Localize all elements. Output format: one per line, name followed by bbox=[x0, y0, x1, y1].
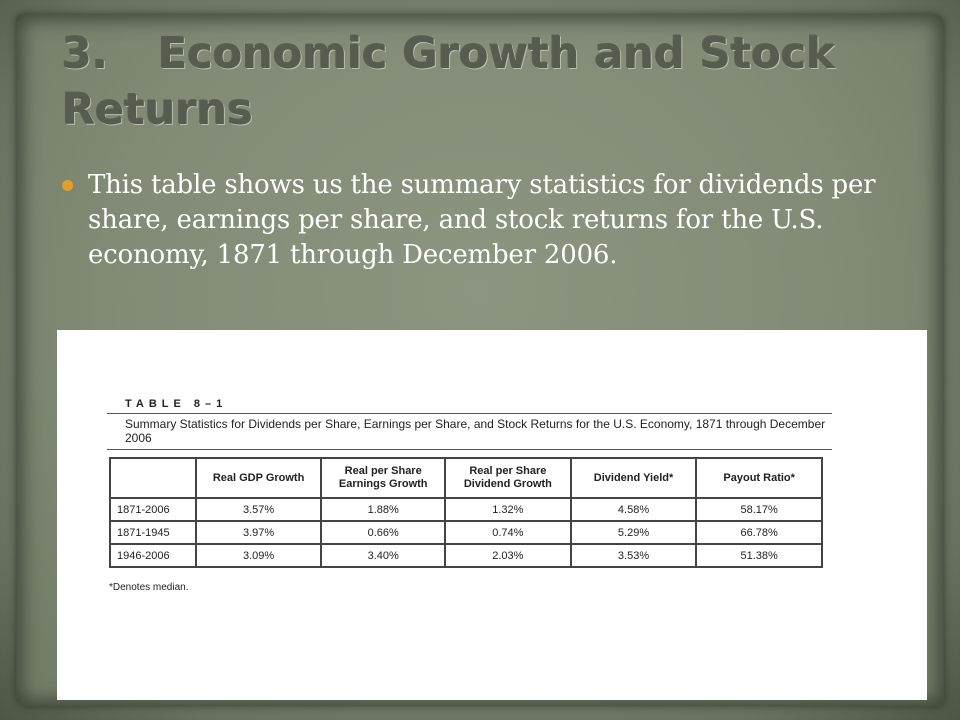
header-cell: Real per Share Dividend Growth bbox=[445, 458, 571, 498]
table-cell: 1.88% bbox=[321, 498, 445, 521]
table-cell: 2.03% bbox=[445, 544, 571, 567]
header-cell: Real GDP Growth bbox=[196, 458, 322, 498]
table-header-row bbox=[110, 458, 822, 498]
header-cell: Payout Ratio* bbox=[696, 458, 822, 498]
table-cell: 3.09% bbox=[196, 544, 322, 567]
table-cell: 4.58% bbox=[571, 498, 697, 521]
table-heading bbox=[107, 398, 832, 450]
table-row bbox=[110, 498, 822, 521]
title-text: Economic Growth and Stock Returns bbox=[62, 29, 835, 135]
bullet-dot-icon bbox=[62, 180, 73, 191]
header-cell: Real per Share Earnings Growth bbox=[321, 458, 445, 498]
table-cell: 3.97% bbox=[196, 521, 322, 544]
period-cell: 1871-2006 bbox=[110, 498, 196, 521]
bullet-text: This table shows us the summary statistics for dividends per share, earnings per share, and stock returns for the U.S. economy, 1871 through December 2006. bbox=[88, 170, 876, 270]
bullet-item bbox=[62, 168, 902, 273]
title-number: 3. bbox=[62, 29, 109, 79]
table-cell: 58.17% bbox=[696, 498, 822, 521]
table-footnote: *Denotes median. bbox=[109, 582, 189, 593]
period-cell: 1871-1945 bbox=[110, 521, 196, 544]
table-caption: Summary Statistics for Dividends per Share, Earnings per Share, and Stock Returns for the U.S. Economy, 1871 through December 2006 bbox=[107, 414, 832, 450]
table-cell: 3.57% bbox=[196, 498, 322, 521]
table-cell: 5.29% bbox=[571, 521, 697, 544]
statistics-table bbox=[109, 457, 823, 568]
table-cell: 66.78% bbox=[696, 521, 822, 544]
header-cell bbox=[110, 458, 196, 498]
table-figure bbox=[57, 330, 927, 700]
table-cell: 0.66% bbox=[321, 521, 445, 544]
table-label: TABLE 8–1 bbox=[107, 398, 832, 414]
table-row bbox=[110, 544, 822, 567]
table-cell: 3.53% bbox=[571, 544, 697, 567]
period-cell: 1946-2006 bbox=[110, 544, 196, 567]
table-row bbox=[110, 521, 822, 544]
table-cell: 3.40% bbox=[321, 544, 445, 567]
table-cell: 51.38% bbox=[696, 544, 822, 567]
slide-title bbox=[62, 26, 922, 138]
table-cell: 1.32% bbox=[445, 498, 571, 521]
table-cell: 0.74% bbox=[445, 521, 571, 544]
header-cell: Dividend Yield* bbox=[571, 458, 697, 498]
